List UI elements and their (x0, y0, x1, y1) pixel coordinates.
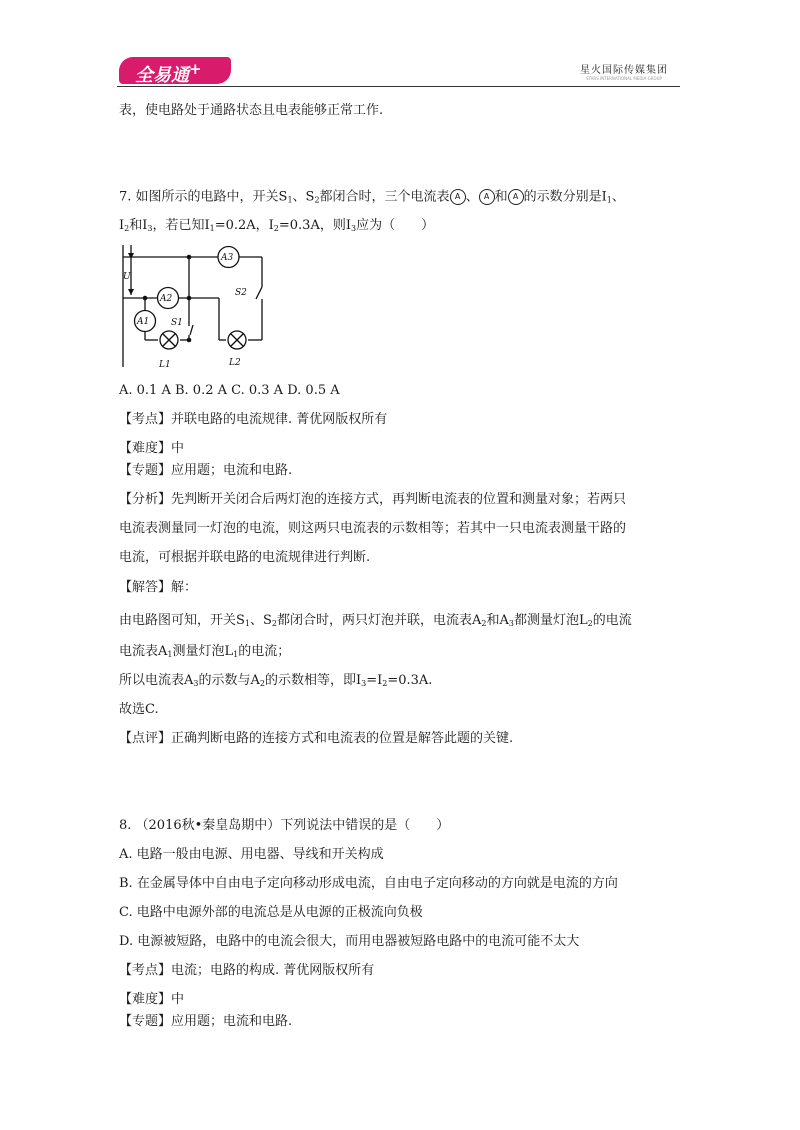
question-8-option-b: B. 在金属导体中自由电子定向移动形成电流，自由电子定向移动的方向就是电流的方向 (119, 876, 618, 891)
question-7-stem-line-2: $I_2$和$I_3$，若已知$I_1=0.2A$，$I_2=0.3A$，则$I_3$应为（ ） (119, 218, 435, 233)
question-7-solution-line-1: 由电路图可知，开关$S_1$、$S_2$都闭合时，两只灯泡并联，电流表$A_2$和$A_3$都测量灯泡$L_2$的电流 (119, 613, 632, 628)
page-header (117, 55, 680, 87)
question-7-comment: 【点评】正确判断电路的连接方式和电流表的位置是解答此题的关键. (119, 731, 514, 746)
question-8-option-a: A. 电路一般由电源、用电器、导线和开关构成 (119, 847, 384, 862)
question-8-option-d: D. 电源被短路，电路中的电流会很大，而用电器被短路电路中的电流可能不太大 (119, 934, 580, 949)
ammeter-a3-label: A3 (221, 253, 234, 263)
circuit-diagram (119, 243, 279, 371)
question-7-topic: 【专题】应用题；电流和电路. (119, 463, 293, 478)
question-8-topic: 【专题】应用题；电流和电路. (119, 1014, 293, 1029)
voltage-label: U (123, 272, 131, 282)
ammeter-symbol: A (450, 189, 466, 205)
ammeter-a2-label: A2 (160, 294, 173, 304)
ammeter-symbol: A (508, 189, 524, 205)
question-7-stem-line-1: 7. 如图所示的电路中，开关$S_1$、$S_2$都闭合时，三个电流表 A 、 A 和 A 的示数分别是$I_1$、 (119, 189, 625, 205)
question-7-analysis-line-3: 电流，可根据并联电路的电流规律进行判断. (119, 550, 371, 565)
question-7-analysis-line-1: 【分析】先判断开关闭合后两灯泡的连接方式，再判断电流表的位置和测量对象；若两只 (119, 492, 627, 507)
question-8-knowledge-point: 【考点】电流；电路的构成. 菁优网版权所有 (119, 963, 375, 978)
lamp-l1-label: L1 (159, 360, 171, 370)
logo-text: 全易通 (135, 65, 189, 86)
company-subtitle: STARS INTERNATIONAL MEDIA GROUP (586, 76, 662, 81)
question-7-answer-heading: 【解答】解： (119, 580, 198, 595)
ammeter-a1-label: A1 (137, 317, 150, 327)
lamp-l2-label: L2 (229, 358, 241, 368)
question-8-option-c: C. 电路中电源外部的电流总是从电源的正极流向负极 (119, 905, 423, 920)
question-7-options: A. 0.1 A B. 0.2 A C. 0.3 A D. 0.5 A (119, 383, 340, 398)
header-divider (117, 86, 680, 87)
question-7-solution-line-2: 电流表$A_1$测量灯泡$L_1$的电流； (119, 644, 291, 659)
switch-s1-label: S1 (171, 318, 183, 328)
question-7-analysis-line-2: 电流表测量同一灯泡的电流，则这两只电流表的示数相等；若其中一只电流表测量干路的 (119, 521, 627, 536)
question-7-selected-answer: 故选C. (119, 702, 159, 717)
company-name: 星火国际传媒集团 (580, 65, 668, 76)
ammeter-symbol: A (479, 189, 495, 205)
question-7-solution-line-3: 所以电流表$A_3$的示数与$A_2$的示数相等，即$I_3=I_2=0.3A$. (119, 673, 433, 688)
switch-s2-label: S2 (235, 288, 247, 298)
text-line: 表，使电路处于通路状态且电表能够正常工作. (119, 103, 384, 118)
question-7-knowledge-point: 【考点】并联电路的电流规律. 菁优网版权所有 (119, 412, 388, 427)
logo-plus: + (189, 60, 202, 78)
question-8-stem: 8. （2016秋•秦皇岛期中）下列说法中错误的是（ ） (119, 818, 450, 833)
company-block (580, 61, 668, 81)
question-8-difficulty: 【难度】中 (119, 992, 185, 1007)
question-7-difficulty: 【难度】中 (119, 441, 185, 456)
brand-logo (119, 57, 231, 84)
